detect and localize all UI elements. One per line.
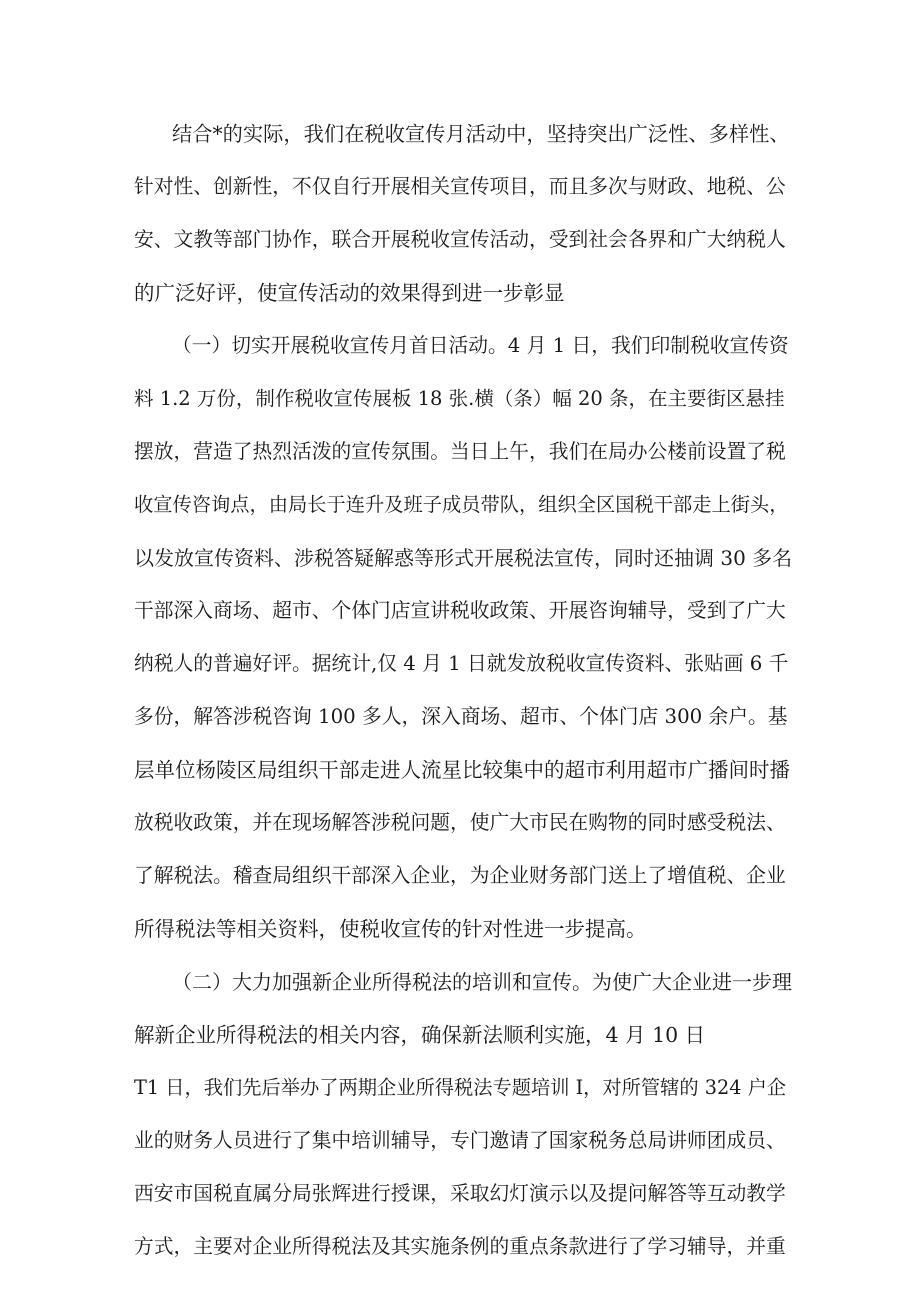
text-line: 纳税人的普遍好评。据统计,仅 4 月 1 日就发放税收宣传资料、张贴画 6 千 xyxy=(134,652,789,675)
text-line: 摆放，营造了热烈活泼的宣传氛围。当日上午，我们在局办公楼前设置了税 xyxy=(134,440,786,463)
text-line: （一）切实开展税收宣传月首日活动。4 月 1 日，我们印制税收宣传资 xyxy=(172,334,789,357)
text-line: 结合*的实际，我们在税收宣传月活动中，坚持突出广泛性、多样性、 xyxy=(172,122,790,146)
text-line: 料 1.2 万份，制作税收宣传展板 18 张.横（条）幅 20 条，在主要街区悬挂 xyxy=(134,387,785,410)
text-line: 以发放宣传资料、涉税答疑解惑等形式开展税法宣传，同时还抽调 30 多名 xyxy=(134,546,793,570)
text-line: 方式，主要对企业所得税法及其实施条例的重点条款进行了学习辅导，并重 xyxy=(134,1235,786,1258)
text-line: 收宣传咨询点，由局长于连升及班子成员带队，组织全区国税干部走上街头， xyxy=(134,493,789,516)
text-line: 业的财务人员进行了集中培训辅导，专门邀请了国家税务总局讲师团成员、 xyxy=(134,1129,786,1152)
text-line: 解新企业所得税法的相关内容，确保新法顺利实施，4 月 10 日 xyxy=(134,1023,706,1047)
text-line: 多份，解答涉税咨询 100 多人，深入商场、超市、个体门店 300 余户。基 xyxy=(134,705,788,728)
text-line: 针对性、创新性，不仅自行开展相关宣传项目，而且多次与财政、地税、公 xyxy=(134,175,786,198)
text-line: 层单位杨陵区局组织干部走进人流星比较集中的超市利用超市广播间时播 xyxy=(134,758,790,782)
text-line: 所得税法等相关资料，使税收宣传的针对性进一步提高。 xyxy=(134,917,647,941)
text-line: 了解税法。稽查局组织干部深入企业，为企业财务部门送上了增值税、企业 xyxy=(134,864,786,887)
text-line: （二）大力加强新企业所得税法的培训和宣传。为使广大企业进一步理 xyxy=(172,970,792,994)
text-line: 的广泛好评，使宣传活动的效果得到进一步彰显 xyxy=(134,281,565,305)
text-line: T1 日，我们先后举办了两期企业所得税法专题培训 I，对所管辖的 324 户企 xyxy=(134,1076,787,1099)
text-line: 放税收政策，并在现场解答涉税问题，使广大市民在购物的同时感受税法、 xyxy=(134,811,786,834)
text-line: 干部深入商场、超市、个体门店宣讲税收政策、开展咨询辅导，受到了广大 xyxy=(134,599,786,622)
text-line: 安、文教等部门协作，联合开展税收宣传活动，受到社会各界和广大纳税人 xyxy=(134,228,786,251)
text-line: 西安市国税直属分局张辉进行授课，采取幻灯演示以及提问解答等互动教学 xyxy=(134,1182,786,1205)
